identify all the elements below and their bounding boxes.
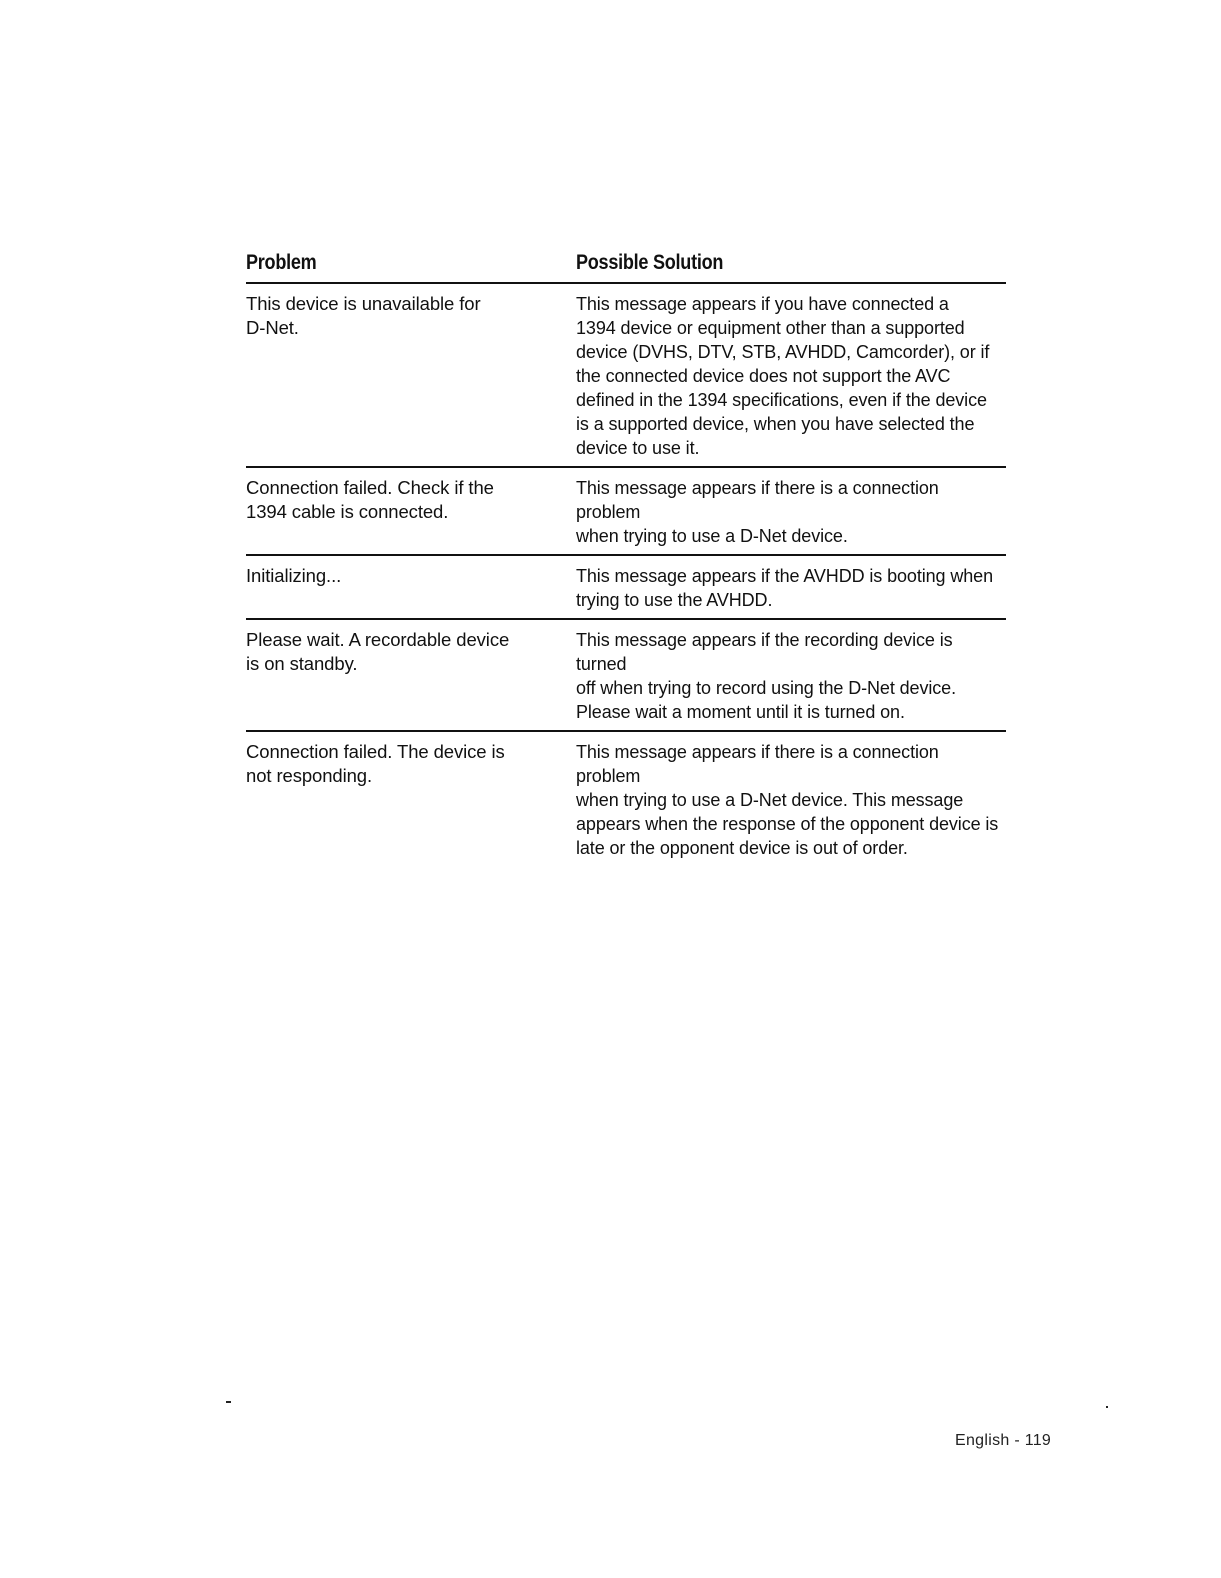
table-row (246, 732, 1006, 866)
table-row (246, 556, 1006, 620)
problem-cell: This device is unavailable for D-Net. (246, 293, 481, 338)
solution-cell: This message appears if the recording device is turned off when trying to record using the D-Net device. Please wait a moment until it is turned on. (576, 630, 956, 722)
problem-cell: Connection failed. Check if the 1394 cable is connected. (246, 477, 494, 522)
scan-speck (1106, 1406, 1108, 1408)
solution-cell: This message appears if there is a connection problem when trying to use a D-Net device. This message appears when the response of the opponent device is late or the opponent device is out of order. (576, 742, 999, 858)
problem-cell: Connection failed. The device is not responding. (246, 741, 505, 786)
problem-cell: Initializing... (246, 565, 342, 586)
table-row (246, 284, 1006, 468)
page-number: English - 119 (955, 1432, 1052, 1449)
solution-cell: This message appears if there is a connection problem when trying to use a D-Net device. (576, 478, 939, 546)
header-solution: Possible Solution (576, 251, 724, 274)
table-row (246, 468, 1006, 556)
solution-cell: This message appears if the AVHDD is booting when trying to use the AVHDD. (576, 566, 993, 610)
scan-speck (226, 1401, 231, 1403)
solution-cell: This message appears if you have connected a 1394 device or equipment other than a supported device (DVHS, DTV, STB, AVHDD, Camcorder), or if the connected device does not support the AVC defined in the 1394 specifications, even if the device is a supported device, when you have selected the device to use it. (576, 294, 990, 458)
problem-cell: Please wait. A recordable device is on standby. (246, 629, 510, 674)
troubleshooting-table (246, 248, 1006, 866)
header-problem: Problem (246, 251, 317, 274)
table-header (246, 248, 1006, 284)
table-row (246, 620, 1006, 732)
